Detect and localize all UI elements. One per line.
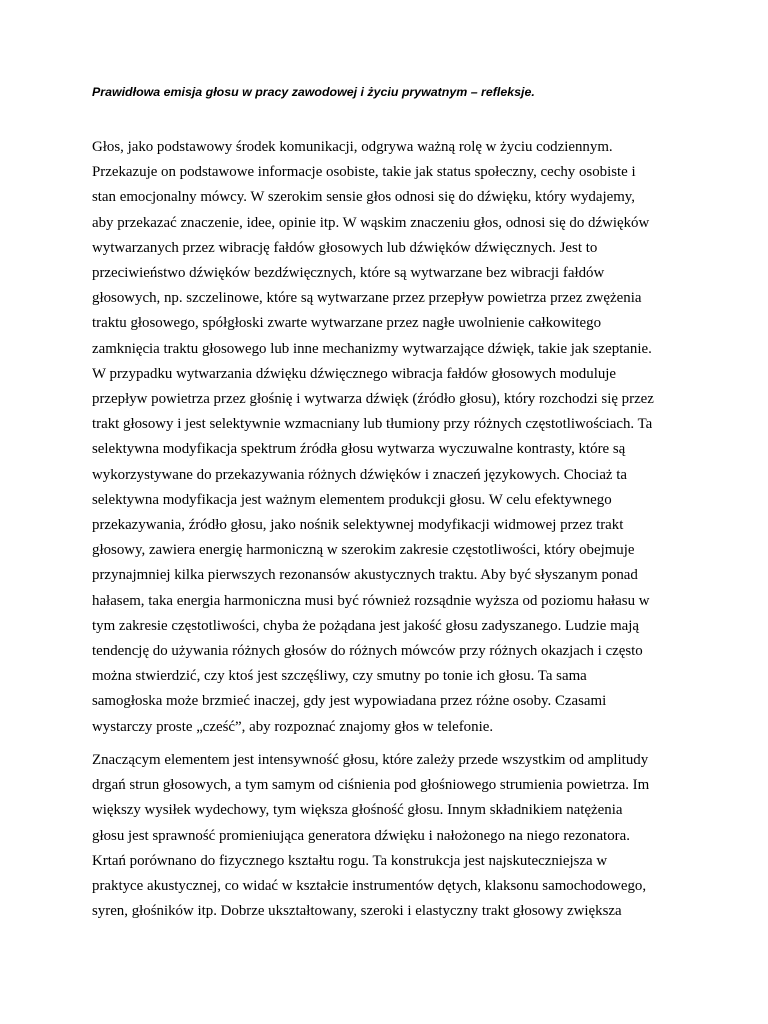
text-line: przekazywania, źródło głosu, jako nośnik selektywnej modyfikacji widmowej przez trakt bbox=[92, 517, 624, 534]
document-title: Prawidłowa emisja głosu w pracy zawodowej i życiu prywatnym – refleksje. bbox=[92, 85, 535, 99]
text-line: Głos, jako podstawowy środek komunikacji, odgrywa ważną rolę w życiu codziennym. bbox=[92, 139, 613, 155]
text-line: traktu głosowego, spółgłoski zwarte wytwarzane przez nagłe uwolnienie całkowitego bbox=[92, 315, 602, 332]
text-line: drgań strun głosowych, a tym samym od ciśnienia pod głośniowego strumienia powietrza. Im bbox=[92, 777, 650, 794]
text-line: przeciwieństwo dźwięków bezdźwięcznych, które są wytwarzane bez wibracji fałdów bbox=[92, 265, 605, 282]
text-line: syren, głośników itp. Dobrze ukształtowany, szeroki i elastyczny trakt głosowy zwiększa bbox=[92, 903, 622, 920]
text-line: głosu jest sprawność promieniująca generatora dźwięku i nałożonego na niego rezonatora. bbox=[92, 827, 630, 844]
text-line: selektywna modyfikacja jest ważnym elementem produkcji głosu. W celu efektywnego bbox=[92, 491, 612, 508]
text-line: wykorzystywane do przekazywania różnych dźwięków i znaczeń językowych. Chociaż ta bbox=[92, 466, 628, 483]
text-line: Przekazuje on podstawowe informacje osobiste, takie jak status społeczny, cechy osobiste i bbox=[92, 164, 636, 181]
text-line: W przypadku wytwarzania dźwięku dźwięcznego wibracja fałdów głosowych moduluje bbox=[92, 365, 617, 382]
text-line: selektywna modyfikacja spektrum źródła głosu wytwarza wyczuwalne kontrasty, które są bbox=[92, 441, 626, 458]
text-line: stan emocjonalny mówcy. W szerokim sensie głos odnosi się do dźwięku, który wydajemy, bbox=[92, 189, 635, 206]
text-line: praktyce akustycznej, co widać w kształcie instrumentów dętych, klaksonu samochodowego, bbox=[92, 878, 647, 895]
text-line: samogłoska może brzmieć inaczej, gdy jest wypowiadana przez różne osoby. Czasami bbox=[92, 693, 607, 710]
text-line: zamknięcia traktu głosowego lub inne mechanizmy wytwarzające dźwięk, takie jak szeptanie. bbox=[92, 340, 652, 357]
text-line: przepływ powietrza przez głośnię i wytwarza dźwięk (źródło głosu), który rozchodzi się przez bbox=[92, 391, 654, 408]
text-line: większy wysiłek wydechowy, tym większa głośność głosu. Innym składnikiem natężenia bbox=[92, 802, 623, 819]
text-line: przynajmniej kilka pierwszych rezonansów akustycznych traktu. Aby być słyszanym ponad bbox=[92, 567, 638, 584]
text-line: głosowych, np. szczelinowe, które są wytwarzane przez przepływ powietrza przez zwężenia bbox=[92, 290, 642, 307]
text-line: Krtań porównano do fizycznego kształtu rogu. Ta konstrukcja jest najskuteczniejsza w bbox=[92, 852, 608, 869]
text-line: tym zakresie częstotliwości, chyba że pożądana jest jakość głosu zadyszanego. Ludzie mają bbox=[92, 617, 640, 634]
text-line: można stwierdzić, czy ktoś jest szczęśliwy, czy smutny po tonie ich głosu. Ta sama bbox=[92, 668, 587, 685]
text-line: wytwarzanych przez wibrację fałdów głosowych lub dźwięków dźwięcznych. Jest to bbox=[92, 239, 598, 256]
text-line: trakt głosowy i jest selektywnie wzmacniany lub tłumiony przy różnych częstotliwościach. Ta bbox=[92, 416, 653, 433]
text-line: tendencję do używania różnych głosów do różnych mówców przy różnych okazjach i często bbox=[92, 643, 643, 660]
text-line: wystarczy proste „cześć”, aby rozpoznać znajomy głos w telefonie. bbox=[92, 718, 494, 735]
text-line: aby przekazać znaczenie, idee, opinie itp. W wąskim znaczeniu głos, odnosi się do dźwięków bbox=[92, 214, 650, 231]
paragraph-1 bbox=[92, 135, 692, 740]
text-line: Znaczącym elementem jest intensywność głosu, które zależy przede wszystkim od amplitudy bbox=[92, 752, 649, 768]
paragraph-2 bbox=[92, 748, 692, 924]
text-line: głosowy, zawiera energię harmoniczną w szerokim zakresie częstotliwości, który obejmuje bbox=[92, 542, 635, 559]
text-line: hałasem, taka energia harmoniczna musi być również rozsądnie wyższa od poziomu hałasu w bbox=[92, 592, 650, 609]
